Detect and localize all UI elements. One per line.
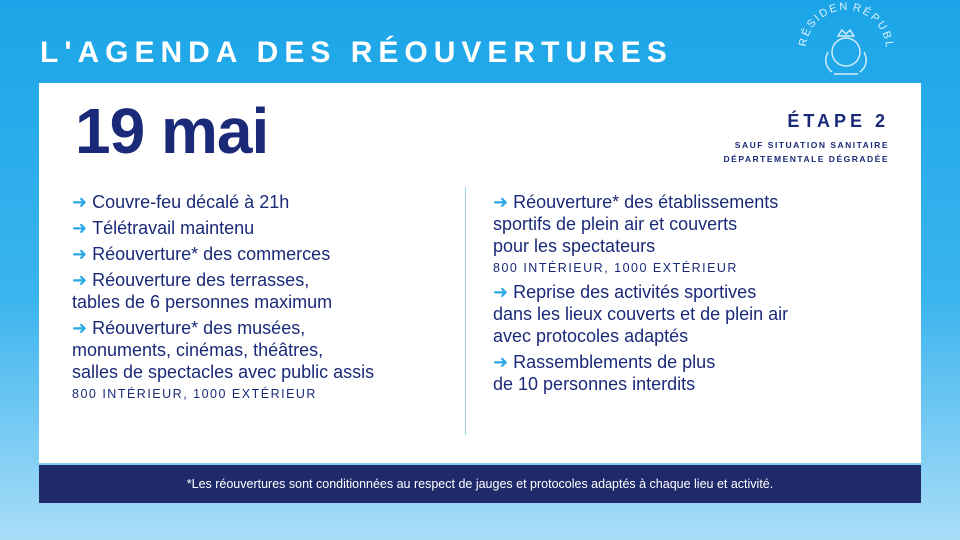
list-item-text: avec protocoles adaptés: [493, 326, 689, 346]
list-item-text: tables de 6 personnes maximum: [72, 292, 333, 312]
emblem-ring-text-left: RÉSIDEN: [797, 0, 850, 48]
list-item-text: Reprise des activités sportives: [513, 282, 757, 302]
arrow-right-icon: ➜: [72, 270, 88, 290]
left-column: [72, 191, 462, 407]
etape-subtitle: [724, 138, 889, 166]
footer-note-bar: [39, 465, 921, 503]
etape-block: [724, 111, 889, 166]
arrow-right-icon: ➜: [72, 318, 88, 338]
capacity-caption: 800 INTÉRIEUR, 1000 EXTÉRIEUR: [493, 261, 738, 275]
etape-subtitle-line1: SAUF SITUATION SANITAIRE: [734, 140, 889, 150]
agenda-card: [39, 83, 921, 463]
arrow-right-icon: ➜: [493, 352, 509, 372]
list-item: [72, 269, 462, 313]
capacity-caption: 800 INTÉRIEUR, 1000 EXTÉRIEUR: [72, 387, 317, 401]
list-item-text: Rassemblements de plus: [513, 352, 716, 372]
list-item: [72, 243, 462, 265]
column-divider: [465, 187, 466, 435]
list-item-text: Réouverture* des musées,: [92, 318, 306, 338]
list-item: [493, 191, 893, 257]
list-item: [72, 317, 462, 383]
date-heading: 19 mai: [75, 95, 269, 167]
list-item: [72, 217, 462, 239]
arrow-right-icon: ➜: [72, 218, 88, 238]
list-item-text: monuments, cinémas, théâtres,: [72, 340, 324, 360]
list-item-text: Réouverture* des commerces: [92, 244, 331, 264]
arrow-right-icon: ➜: [493, 192, 509, 212]
list-item-text: de 10 personnes interdits: [493, 374, 696, 394]
arrow-right-icon: ➜: [72, 192, 88, 212]
list-item-text: Réouverture* des établissements: [513, 192, 779, 212]
page-title: L'AGENDA DES RÉOUVERTURES: [40, 36, 673, 69]
list-item-text: Télétravail maintenu: [92, 218, 255, 238]
list-item: [493, 351, 893, 395]
list-item-text: Couvre-feu décalé à 21h: [92, 192, 290, 212]
footer-note: *Les réouvertures sont conditionnées au respect de jauges et protocoles adaptés à chaque lieu et activité.: [186, 477, 774, 491]
arrow-right-icon: ➜: [493, 282, 509, 302]
arrow-right-icon: ➜: [72, 244, 88, 264]
etape-title: ÉTAPE 2: [787, 111, 889, 131]
right-column: [493, 191, 893, 399]
etape-subtitle-line2: DÉPARTEMENTALE DÉGRADÉE: [723, 154, 889, 164]
list-item: [493, 281, 893, 347]
list-item-text: salles de spectacles avec public assis: [72, 362, 375, 382]
list-item: [72, 191, 462, 213]
list-item-text: sportifs de plein air et couverts: [493, 214, 738, 234]
emblem-ring-text-right: RÉPUBL: [851, 1, 896, 50]
list-item-text: dans les lieux couverts et de plein air: [493, 304, 789, 324]
list-item-text: pour les spectateurs: [493, 236, 656, 256]
list-item-text: Réouverture des terrasses,: [92, 270, 310, 290]
